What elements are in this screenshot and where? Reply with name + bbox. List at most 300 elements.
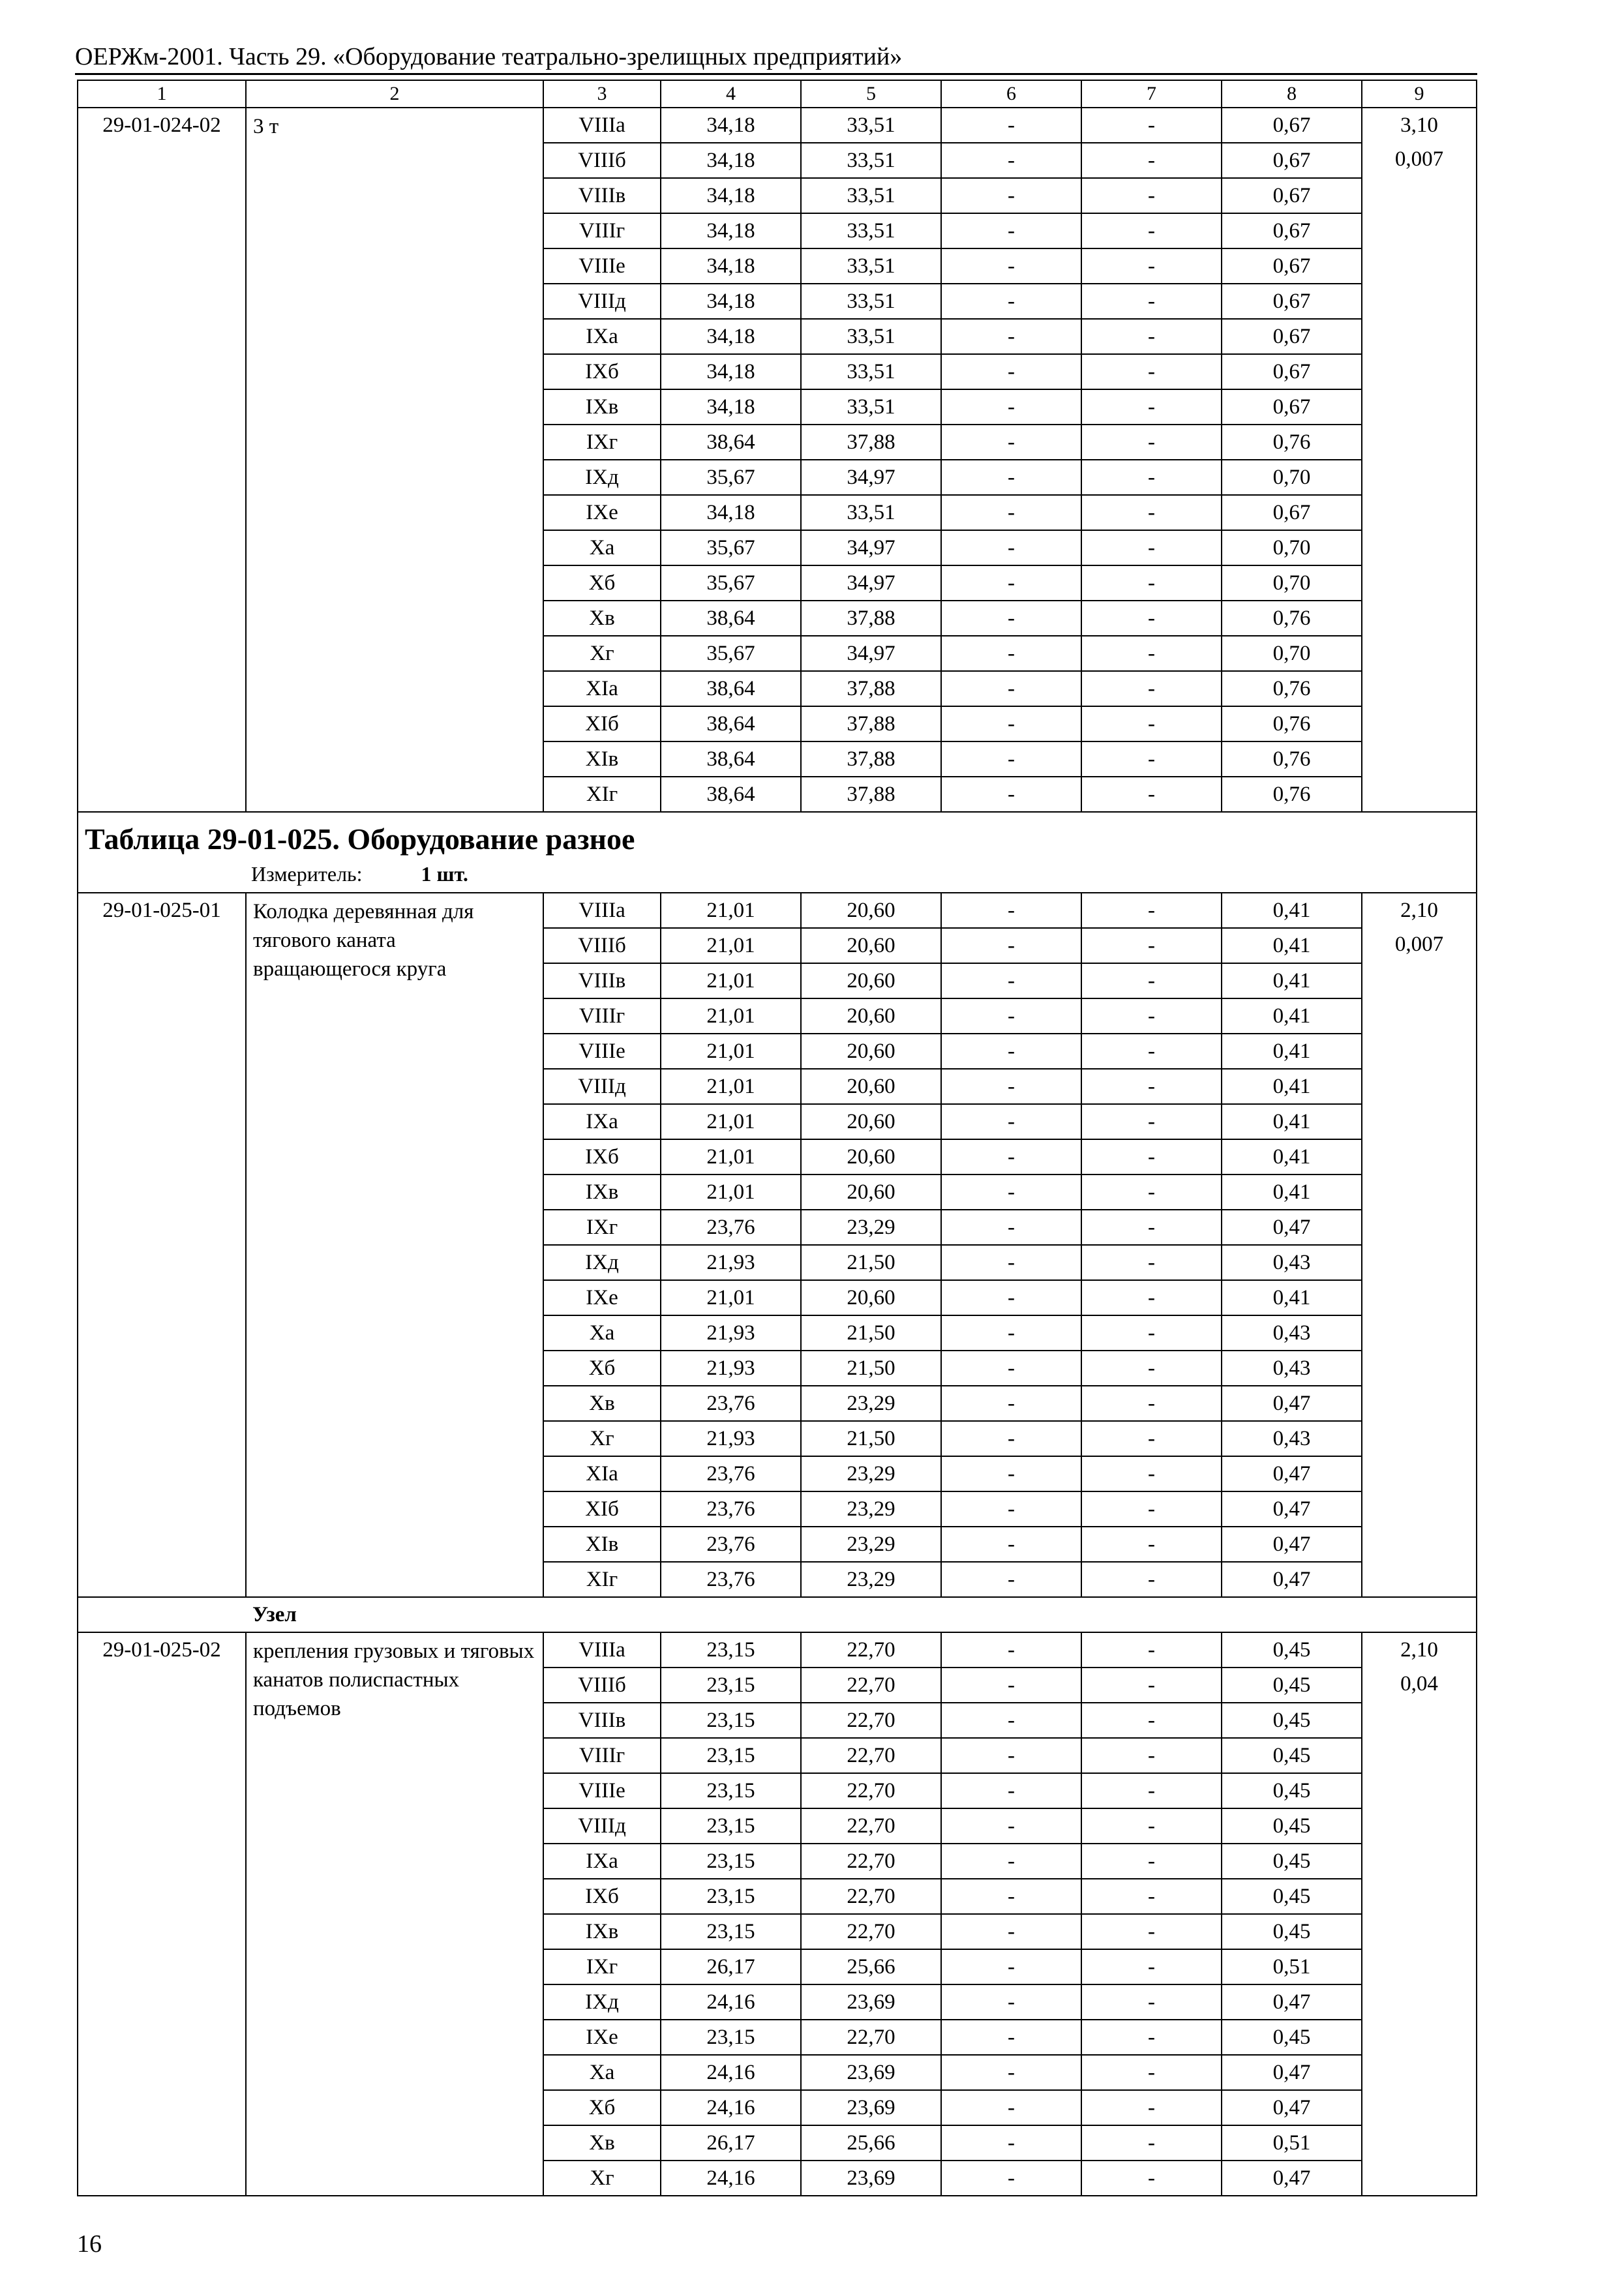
col7-cell: - [1081,1280,1222,1315]
rate-code: 29-01-025-02 [78,1632,246,2196]
col5-cell: 20,60 [801,893,941,928]
rate-name: Колодка деревянная для тягового каната вращающегося круга [246,893,543,1597]
col5-cell: 20,60 [801,928,941,963]
col7-cell: - [1081,143,1222,178]
col8-cell: 0,67 [1222,495,1362,530]
col8-cell: 0,76 [1222,671,1362,706]
col8-cell: 0,45 [1222,1773,1362,1808]
col5-cell: 34,97 [801,565,941,601]
col7-cell: - [1081,1844,1222,1879]
col7-cell: - [1081,1315,1222,1351]
col4-cell: 21,93 [661,1421,801,1456]
col8-cell: 0,47 [1222,1984,1362,2020]
node-blank [78,1597,246,1632]
col8-cell: 0,67 [1222,143,1362,178]
col5-cell: 37,88 [801,741,941,777]
col8-cell: 0,41 [1222,1139,1362,1174]
index-cell: Xб [543,565,661,601]
col6-cell: - [941,601,1081,636]
col5-cell: 33,51 [801,143,941,178]
col6-cell: - [941,893,1081,928]
node-label: Узел [246,1597,1477,1632]
col6-cell: - [941,1245,1081,1280]
col5-cell: 37,88 [801,601,941,636]
col4-cell: 21,93 [661,1315,801,1351]
col5-cell: 23,69 [801,2055,941,2090]
col6-cell: - [941,2125,1081,2161]
col9-value: 2,10 [1400,1638,1438,1662]
col7-cell: - [1081,1632,1222,1668]
index-cell: Xв [543,2125,661,2161]
col4-cell: 34,18 [661,495,801,530]
col7-cell: - [1081,1879,1222,1914]
index-cell: IXг [543,1210,661,1245]
col6-cell: - [941,1914,1081,1949]
node-row [78,1597,1477,1632]
col6-cell: - [941,2055,1081,2090]
col4-cell: 23,76 [661,1456,801,1491]
index-cell: VIIIв [543,178,661,213]
col4-cell: 21,01 [661,893,801,928]
col6-cell: - [941,213,1081,248]
col5-cell: 23,29 [801,1527,941,1562]
col4-cell: 23,15 [661,2020,801,2055]
index-cell: XIг [543,777,661,812]
document-title: ОЕРЖм-2001. Часть 29. «Оборудование театрально-зрелищных предприятий» [75,43,903,70]
col5-cell: 22,70 [801,1703,941,1738]
col7-cell: - [1081,213,1222,248]
col5-cell: 34,97 [801,530,941,565]
col5-cell: 21,50 [801,1315,941,1351]
col9-value: 3,10 [1400,113,1438,137]
col4-cell: 21,93 [661,1351,801,1386]
col5-cell: 20,60 [801,963,941,998]
col5-cell: 22,70 [801,1914,941,1949]
col7-cell: - [1081,2090,1222,2125]
column-number: 8 [1222,80,1362,108]
col4-cell: 23,15 [661,1773,801,1808]
index-cell: Xб [543,2090,661,2125]
col7-cell: - [1081,1527,1222,1562]
col8-cell: 0,76 [1222,425,1362,460]
col5-cell: 23,29 [801,1210,941,1245]
col5-cell: 20,60 [801,998,941,1034]
col4-cell: 35,67 [661,530,801,565]
col6-cell: - [941,1562,1081,1597]
col4-cell: 21,01 [661,1104,801,1139]
index-cell: IXг [543,1949,661,1984]
col4-cell: 23,15 [661,1632,801,1668]
col6-cell: - [941,2161,1081,2196]
col8-cell: 0,41 [1222,928,1362,963]
page-number: 16 [77,2230,102,2258]
col7-cell: - [1081,425,1222,460]
col7-cell: - [1081,1949,1222,1984]
col8-cell: 0,67 [1222,284,1362,319]
col4-cell: 23,76 [661,1491,801,1527]
col7-cell: - [1081,1386,1222,1421]
index-cell: XIв [543,741,661,777]
col4-cell: 21,01 [661,1069,801,1104]
col7-cell: - [1081,1984,1222,2020]
col5-cell: 23,69 [801,2161,941,2196]
index-cell: IXв [543,1914,661,1949]
index-cell: IXд [543,460,661,495]
index-cell: Xг [543,636,661,671]
index-cell: VIIIе [543,1034,661,1069]
col7-cell: - [1081,389,1222,425]
col8-cell: 0,43 [1222,1421,1362,1456]
col8-cell: 0,47 [1222,1210,1362,1245]
col7-cell: - [1081,178,1222,213]
col6-cell: - [941,178,1081,213]
col6-cell: - [941,1808,1081,1844]
col6-cell: - [941,1773,1081,1808]
index-cell: VIIIд [543,1808,661,1844]
index-cell: IXе [543,495,661,530]
col8-cell: 0,76 [1222,777,1362,812]
index-cell: IXг [543,425,661,460]
col4-cell: 23,15 [661,1879,801,1914]
measure-value: 1 шт. [421,862,468,886]
index-cell: XIа [543,671,661,706]
index-cell: Xв [543,601,661,636]
col6-cell: - [941,706,1081,741]
col7-cell: - [1081,1773,1222,1808]
col5-cell: 22,70 [801,1879,941,1914]
index-cell: IXа [543,1844,661,1879]
col8-cell: 0,45 [1222,1808,1362,1844]
col4-cell: 34,18 [661,178,801,213]
col5-cell: 22,70 [801,1668,941,1703]
col7-cell: - [1081,108,1222,143]
index-cell: IXа [543,319,661,354]
col5-cell: 34,97 [801,636,941,671]
col6-cell: - [941,928,1081,963]
col8-cell: 0,76 [1222,706,1362,741]
col4-cell: 34,18 [661,354,801,389]
column-number: 2 [246,80,543,108]
index-cell: XIа [543,1456,661,1491]
col8-cell: 0,67 [1222,178,1362,213]
col8-cell: 0,67 [1222,108,1362,143]
index-cell: VIIIа [543,893,661,928]
col7-cell: - [1081,248,1222,284]
col5-cell: 33,51 [801,108,941,143]
col4-cell: 23,15 [661,1808,801,1844]
col5-cell: 20,60 [801,1280,941,1315]
col6-cell: - [941,1491,1081,1527]
index-cell: IXе [543,1280,661,1315]
col4-cell: 38,64 [661,671,801,706]
index-cell: VIIIа [543,1632,661,1668]
col8-cell: 0,47 [1222,1562,1362,1597]
section-title: Таблица 29-01-025. Оборудование разное [85,822,635,856]
col6-cell: - [941,777,1081,812]
col6-cell: - [941,108,1081,143]
index-cell: VIIIг [543,998,661,1034]
col8-cell: 0,70 [1222,565,1362,601]
index-cell: IXб [543,354,661,389]
col7-cell: - [1081,601,1222,636]
col7-cell: - [1081,2125,1222,2161]
col4-cell: 21,01 [661,1034,801,1069]
col7-cell: - [1081,706,1222,741]
col4-cell: 23,76 [661,1527,801,1562]
col4-cell: 21,01 [661,1139,801,1174]
col8-cell: 0,45 [1222,1738,1362,1773]
col4-cell: 34,18 [661,284,801,319]
col6-cell: - [941,2090,1081,2125]
col8-cell: 0,51 [1222,1949,1362,1984]
col5-cell: 33,51 [801,248,941,284]
col4-cell: 21,01 [661,1174,801,1210]
col8-cell: 0,47 [1222,2055,1362,2090]
col5-cell: 22,70 [801,1632,941,1668]
col4-cell: 34,18 [661,389,801,425]
col4-cell: 21,01 [661,963,801,998]
table-row [78,893,1477,928]
col8-cell: 0,70 [1222,530,1362,565]
index-cell: Xб [543,1351,661,1386]
col5-cell: 20,60 [801,1034,941,1069]
col8-cell: 0,41 [1222,1069,1362,1104]
col5-cell: 20,60 [801,1104,941,1139]
col5-cell: 33,51 [801,354,941,389]
col4-cell: 38,64 [661,425,801,460]
col5-cell: 33,51 [801,319,941,354]
col4-cell: 24,16 [661,2161,801,2196]
col5-cell: 22,70 [801,2020,941,2055]
col9-value: 2,10 [1400,899,1438,922]
col7-cell: - [1081,1491,1222,1527]
col4-cell: 21,01 [661,998,801,1034]
col6-cell: - [941,741,1081,777]
col8-cell: 0,76 [1222,601,1362,636]
col5-cell: 20,60 [801,1139,941,1174]
col7-cell: - [1081,530,1222,565]
col7-cell: - [1081,1174,1222,1210]
col5-cell: 20,60 [801,1069,941,1104]
col4-cell: 21,93 [661,1245,801,1280]
col6-cell: - [941,1351,1081,1386]
column-number: 9 [1362,80,1477,108]
index-cell: IXб [543,1879,661,1914]
col6-cell: - [941,319,1081,354]
col7-cell: - [1081,1139,1222,1174]
title-rule [75,73,1477,75]
rates-table [77,80,1477,2196]
col5-cell: 22,70 [801,1808,941,1844]
col8-cell: 0,45 [1222,1703,1362,1738]
col7-cell: - [1081,354,1222,389]
col8-cell: 0,67 [1222,248,1362,284]
col4-cell: 21,01 [661,1280,801,1315]
col8-cell: 0,67 [1222,354,1362,389]
index-cell: Xа [543,530,661,565]
col4-cell: 26,17 [661,2125,801,2161]
col8-cell: 0,41 [1222,1280,1362,1315]
col6-cell: - [941,1668,1081,1703]
col9-value: 0,04 [1400,1672,1438,1696]
col8-cell: 0,51 [1222,2125,1362,2161]
col7-cell: - [1081,1456,1222,1491]
col8-cell: 0,43 [1222,1351,1362,1386]
col8-cell: 0,47 [1222,2090,1362,2125]
col5-cell: 33,51 [801,284,941,319]
col6-cell: - [941,284,1081,319]
index-cell: VIIIб [543,143,661,178]
col4-cell: 34,18 [661,213,801,248]
col4-cell: 38,64 [661,777,801,812]
col5-cell: 21,50 [801,1351,941,1386]
col8-cell: 0,76 [1222,741,1362,777]
col6-cell: - [941,1738,1081,1773]
col5-cell: 33,51 [801,213,941,248]
col6-cell: - [941,1104,1081,1139]
col8-cell: 0,41 [1222,893,1362,928]
measure-label: Измеритель: [251,862,363,886]
col7-cell: - [1081,2161,1222,2196]
col6-cell: - [941,998,1081,1034]
col7-cell: - [1081,671,1222,706]
col5-cell: 33,51 [801,389,941,425]
col8-cell: 0,47 [1222,1386,1362,1421]
column-number: 7 [1081,80,1222,108]
col8-cell: 0,67 [1222,319,1362,354]
col4-cell: 24,16 [661,1984,801,2020]
col7-cell: - [1081,2020,1222,2055]
col4-cell: 23,15 [661,1668,801,1703]
index-cell: IXе [543,2020,661,2055]
col4-cell: 35,67 [661,565,801,601]
col4-cell: 35,67 [661,460,801,495]
col6-cell: - [941,1421,1081,1456]
col4-cell: 34,18 [661,319,801,354]
col4-cell: 23,76 [661,1210,801,1245]
col7-cell: - [1081,1034,1222,1069]
col6-cell: - [941,389,1081,425]
col6-cell: - [941,1703,1081,1738]
col9-value: 0,007 [1394,933,1444,956]
col8-cell: 0,45 [1222,1879,1362,1914]
section-header [78,812,1477,893]
col8-cell: 0,43 [1222,1315,1362,1351]
col4-cell: 26,17 [661,1949,801,1984]
col7-cell: - [1081,1069,1222,1104]
col9-cell [1362,1632,1477,2196]
index-cell: VIIIа [543,108,661,143]
col6-cell: - [941,143,1081,178]
section-row [78,812,1477,893]
col6-cell: - [941,354,1081,389]
column-number: 3 [543,80,661,108]
col6-cell: - [941,1949,1081,1984]
col4-cell: 24,16 [661,2090,801,2125]
index-cell: Xв [543,1386,661,1421]
col5-cell: 20,60 [801,1174,941,1210]
col7-cell: - [1081,893,1222,928]
col7-cell: - [1081,998,1222,1034]
index-cell: IXв [543,1174,661,1210]
rate-name: 3 т [246,108,543,812]
col7-cell: - [1081,460,1222,495]
index-cell: IXд [543,1984,661,2020]
col5-cell: 37,88 [801,777,941,812]
col5-cell: 22,70 [801,1844,941,1879]
rate-name: крепления грузовых и тяговых канатов полиспастных подъемов [246,1632,543,2196]
col8-cell: 0,45 [1222,1844,1362,1879]
col6-cell: - [941,1386,1081,1421]
col5-cell: 22,70 [801,1738,941,1773]
col8-cell: 0,70 [1222,460,1362,495]
col9-cell [1362,108,1477,812]
col7-cell: - [1081,1421,1222,1456]
col5-cell: 23,29 [801,1491,941,1527]
col8-cell: 0,45 [1222,1914,1362,1949]
col7-cell: - [1081,1351,1222,1386]
col4-cell: 23,76 [661,1562,801,1597]
index-cell: IXб [543,1139,661,1174]
col6-cell: - [941,460,1081,495]
index-cell: VIIIд [543,1069,661,1104]
col9-cell [1362,893,1477,1597]
col6-cell: - [941,1139,1081,1174]
col8-cell: 0,41 [1222,1104,1362,1139]
col4-cell: 34,18 [661,248,801,284]
col7-cell: - [1081,1104,1222,1139]
col5-cell: 25,66 [801,2125,941,2161]
col8-cell: 0,47 [1222,1491,1362,1527]
col7-cell: - [1081,1562,1222,1597]
col6-cell: - [941,1844,1081,1879]
col6-cell: - [941,1034,1081,1069]
col4-cell: 23,15 [661,1844,801,1879]
index-cell: XIв [543,1527,661,1562]
col8-cell: 0,41 [1222,998,1362,1034]
col5-cell: 37,88 [801,706,941,741]
col7-cell: - [1081,1668,1222,1703]
col7-cell: - [1081,1245,1222,1280]
col7-cell: - [1081,1210,1222,1245]
col6-cell: - [941,1456,1081,1491]
col8-cell: 0,47 [1222,1527,1362,1562]
column-number: 5 [801,80,941,108]
col8-cell: 0,45 [1222,1632,1362,1668]
col5-cell: 34,97 [801,460,941,495]
col7-cell: - [1081,1808,1222,1844]
col8-cell: 0,45 [1222,2020,1362,2055]
col6-cell: - [941,2020,1081,2055]
col6-cell: - [941,636,1081,671]
column-number: 1 [78,80,246,108]
col6-cell: - [941,565,1081,601]
col6-cell: - [941,1527,1081,1562]
rate-code: 29-01-024-02 [78,108,246,812]
col7-cell: - [1081,928,1222,963]
col8-cell: 0,67 [1222,389,1362,425]
col7-cell: - [1081,741,1222,777]
col8-cell: 0,70 [1222,636,1362,671]
index-cell: VIIIд [543,284,661,319]
col7-cell: - [1081,319,1222,354]
index-cell: VIIIе [543,1773,661,1808]
index-cell: Xг [543,2161,661,2196]
col7-cell: - [1081,636,1222,671]
col6-cell: - [941,530,1081,565]
col7-cell: - [1081,284,1222,319]
col6-cell: - [941,248,1081,284]
